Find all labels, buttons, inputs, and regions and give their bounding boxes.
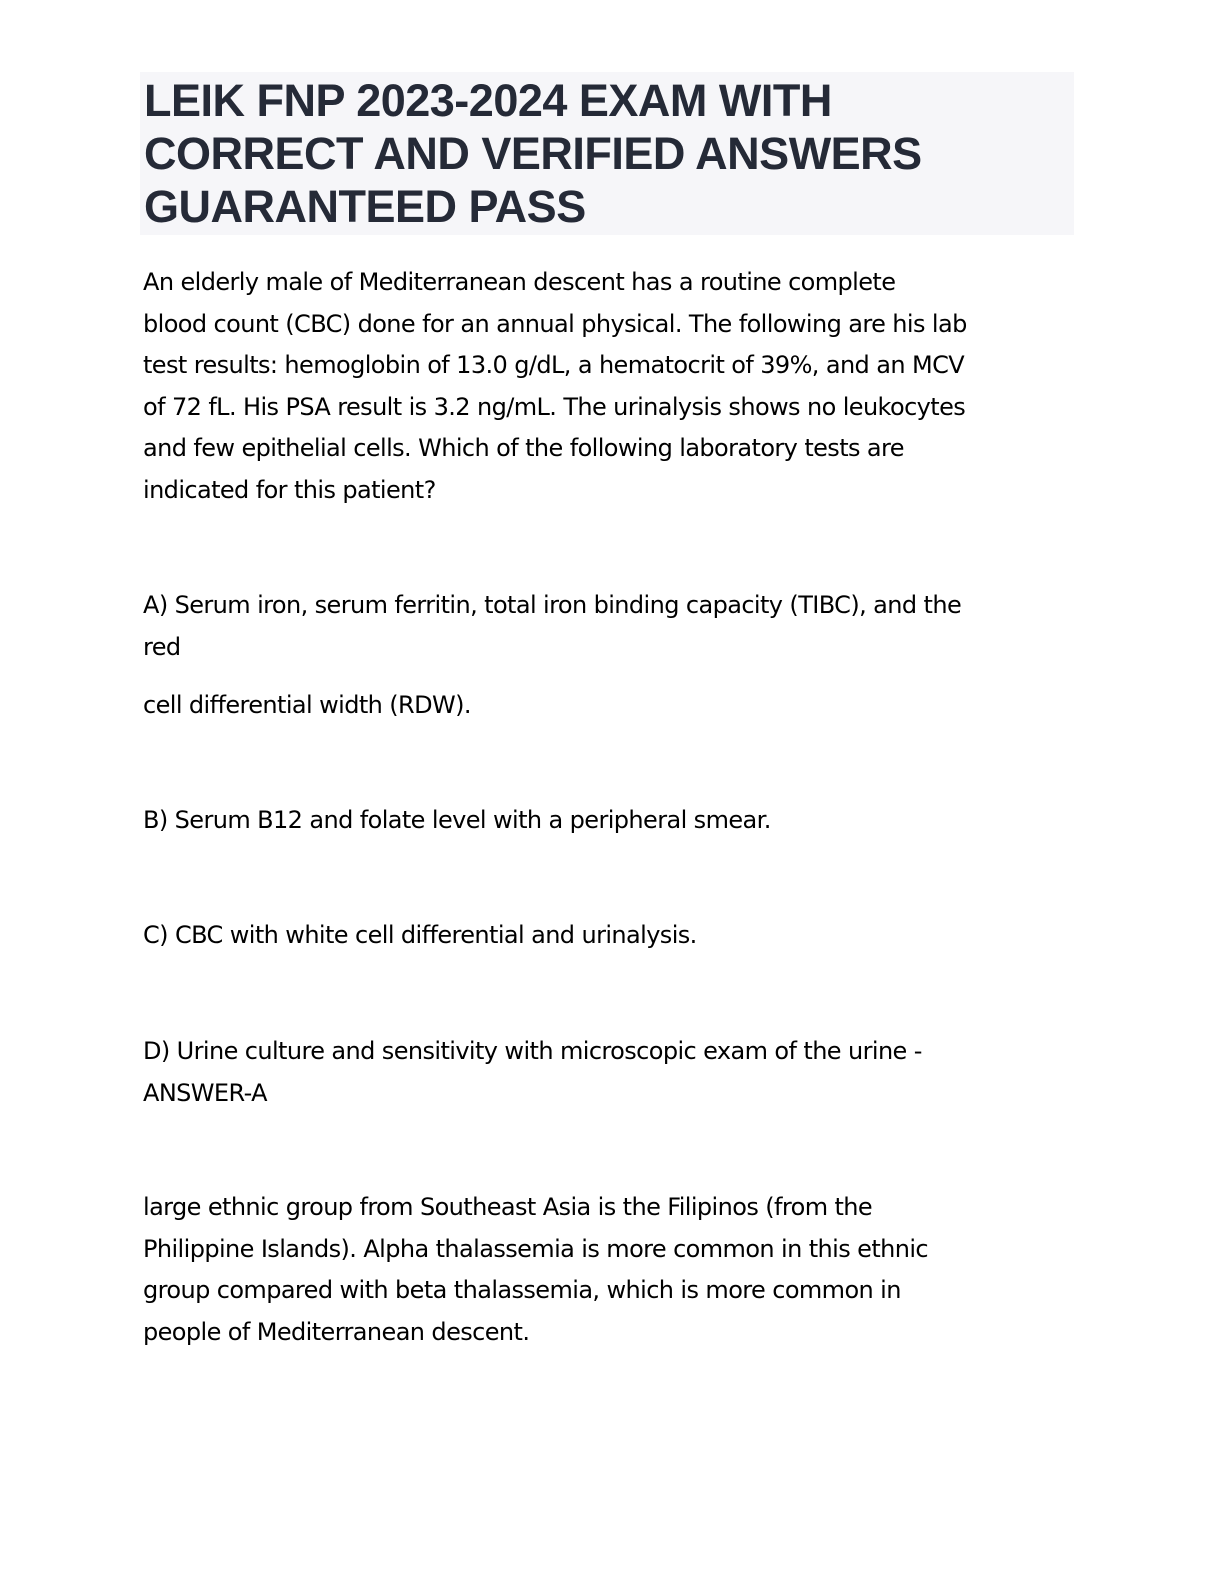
rationale-line: large ethnic group from Southeast Asia is the Filipinos (from the xyxy=(143,1193,873,1221)
question-text xyxy=(143,262,1073,511)
document-title xyxy=(144,74,1064,233)
title-banner xyxy=(140,72,1074,235)
option-c xyxy=(143,915,1073,957)
question-line: of 72 fL. His PSA result is 3.2 ng/mL. The urinalysis shows no leukocytes xyxy=(143,392,966,421)
title-line: GUARANTEED PASS xyxy=(144,181,586,232)
option-a xyxy=(143,585,1073,668)
option-d-line: D) Urine culture and sensitivity with microscopic exam of the urine - xyxy=(143,1037,922,1065)
option-d xyxy=(143,1031,1073,1114)
question-line: indicated for this patient? xyxy=(143,475,436,504)
rationale-line: group compared with beta thalassemia, which is more common in xyxy=(143,1276,901,1304)
title-line: CORRECT AND VERIFIED ANSWERS xyxy=(144,128,922,179)
question-line: and few epithelial cells. Which of the following laboratory tests are xyxy=(143,434,904,462)
option-a-line: red xyxy=(143,632,181,661)
question-line: An elderly male of Mediterranean descent has a routine complete xyxy=(143,268,896,296)
option-a-cont-line: cell differential width (RDW). xyxy=(143,691,471,719)
question-line: blood count (CBC) done for an annual physical. The following are his lab xyxy=(143,309,967,338)
option-a-line: A) Serum iron, serum ferritin, total iron binding capacity (TIBC), and the xyxy=(143,591,962,619)
option-b xyxy=(143,800,1073,842)
question-line: test results: hemoglobin of 13.0 g/dL, a hematocrit of 39%, and an MCV xyxy=(143,351,965,379)
title-line: LEIK FNP 2023-2024 EXAM WITH xyxy=(144,75,832,126)
rationale-line: Philippine Islands). Alpha thalassemia is more common in this ethnic xyxy=(143,1234,929,1263)
answer-line: ANSWER-A xyxy=(143,1078,267,1107)
rationale-text xyxy=(143,1187,1073,1353)
option-c-line: C) CBC with white cell differential and urinalysis. xyxy=(143,921,697,949)
option-a-continued xyxy=(143,685,1073,727)
option-b-line: B) Serum B12 and folate level with a peripheral smear. xyxy=(143,806,771,834)
rationale-line: people of Mediterranean descent. xyxy=(143,1317,530,1346)
